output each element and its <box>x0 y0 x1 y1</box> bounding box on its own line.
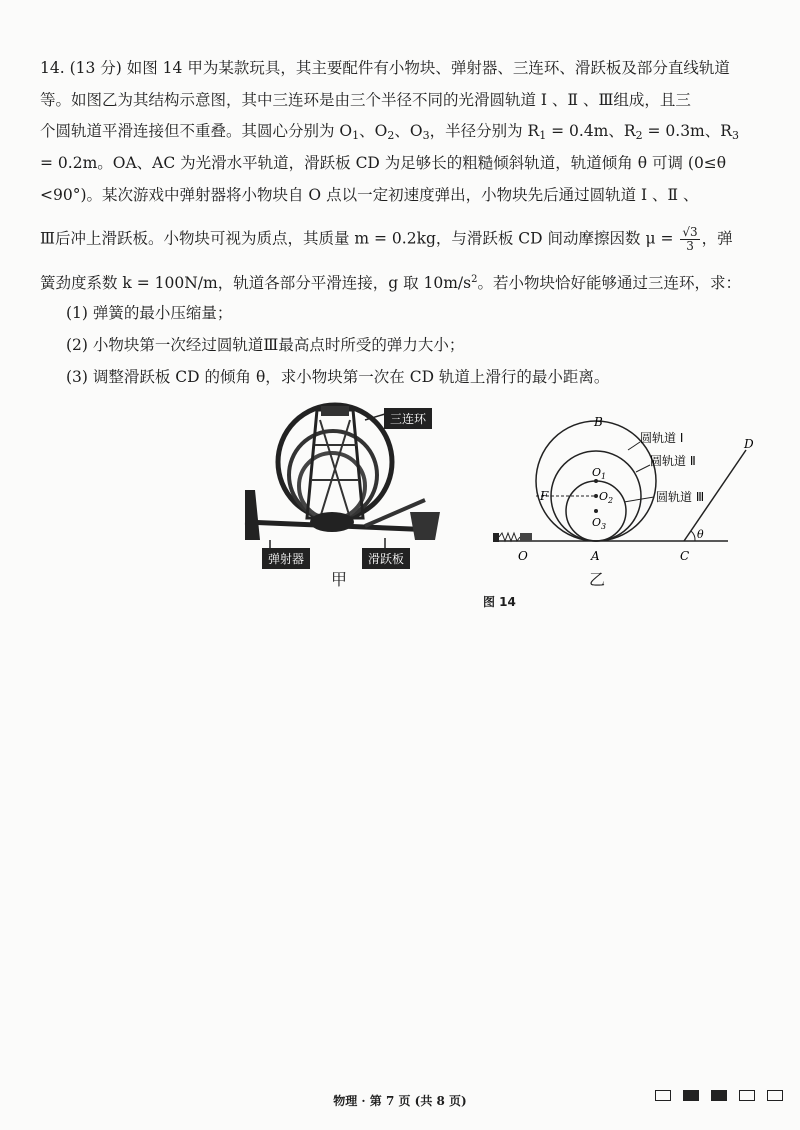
question-line-3: 个圆轨道平滑连接但不重叠。其圆心分别为 $O_1$、$O_2$、$O_3$，半径分别为 $R_1 = 0.4m$、$R_2 = 0.3m$、$R_3$ <box>40 122 739 142</box>
label-launcher: 弹射器 <box>262 548 310 569</box>
label-ring-3: 圆轨道 Ⅲ <box>656 490 705 504</box>
figure-number: 图 14 <box>483 595 516 609</box>
label-theta: θ <box>697 528 704 541</box>
subquestion-1: (1) 弹簧的最小压缩量； <box>66 304 233 322</box>
caption-jia: 甲 <box>331 570 348 589</box>
label-rings: 三连环 <box>384 408 432 429</box>
mark-box-empty <box>655 1090 671 1101</box>
wall <box>493 533 499 542</box>
footer-marks <box>655 1090 783 1101</box>
mark-box-empty <box>767 1090 783 1101</box>
subquestion-3: (3) 调整滑跃板 CD 的倾角 θ，求小物块第一次在 CD 轨道上滑行的最小距离。 <box>66 368 610 386</box>
mark-box-filled <box>683 1090 699 1101</box>
label-F: F <box>540 489 549 503</box>
question-line-1: 14. (13 分) 如图 14 甲为某款玩具，其主要配件有小物块、弹射器、三连环、滑跃板及部分直线轨道 <box>40 59 730 77</box>
question-line-5: <90°)。某次游戏中弹射器将小物块自 O 点以一定初速度弹出，小物块先后通过圆轨道 Ⅰ 、Ⅱ 、 <box>40 186 699 204</box>
subquestion-2: (2) 小物块第一次经过圆轨道Ⅲ最高点时所受的弹力大小； <box>66 336 465 354</box>
label-ring-2: 圆轨道 Ⅱ <box>650 454 696 468</box>
schematic-diagram <box>488 410 768 590</box>
question-line-7: 簧劲度系数 k = 100N/m，轨道各部分平滑连接，g 取 $10m/s^2$。若小物块恰好能够通过三连环，求： <box>40 274 741 292</box>
question-line-2: 等。如图乙为其结构示意图，其中三连环是由三个半径不同的光滑圆轨道 Ⅰ 、Ⅱ 、Ⅲ组成，且三 <box>40 91 691 109</box>
label-O: O <box>518 549 528 563</box>
caption-yi: 乙 <box>589 570 606 589</box>
label-O2: $O_2$ <box>599 490 614 505</box>
label-B: B <box>594 415 603 429</box>
label-O3: $O_3$ <box>592 516 607 531</box>
question-line-6: Ⅲ后冲上滑跃板。小物块可视为质点，其质量 m = 0.2kg，与滑跃板 CD 间动摩擦因数 μ = $\frac{√3}{3}$ ，弹 <box>40 225 733 253</box>
page-footer: 物理 · 第 7 页 (共 8 页) <box>333 1094 467 1108</box>
mark-box-filled <box>711 1090 727 1101</box>
mark-box-empty <box>739 1090 755 1101</box>
label-O1: $O_1$ <box>592 466 607 481</box>
label-D: D <box>744 437 754 451</box>
mu-fraction: $\frac{√3}{3}$ <box>682 225 698 253</box>
label-C: C <box>680 549 690 563</box>
block <box>520 533 532 541</box>
label-board: 滑跃板 <box>362 548 410 569</box>
label-ring-1: 圆轨道 Ⅰ <box>640 431 684 445</box>
spring <box>499 533 520 541</box>
label-A: A <box>591 549 600 563</box>
question-line-4: = 0.2m。OA、AC 为光滑水平轨道，滑跃板 CD 为足够长的粗糙倾斜轨道，轨道倾角 θ 可调 (0≤θ <box>40 154 727 172</box>
